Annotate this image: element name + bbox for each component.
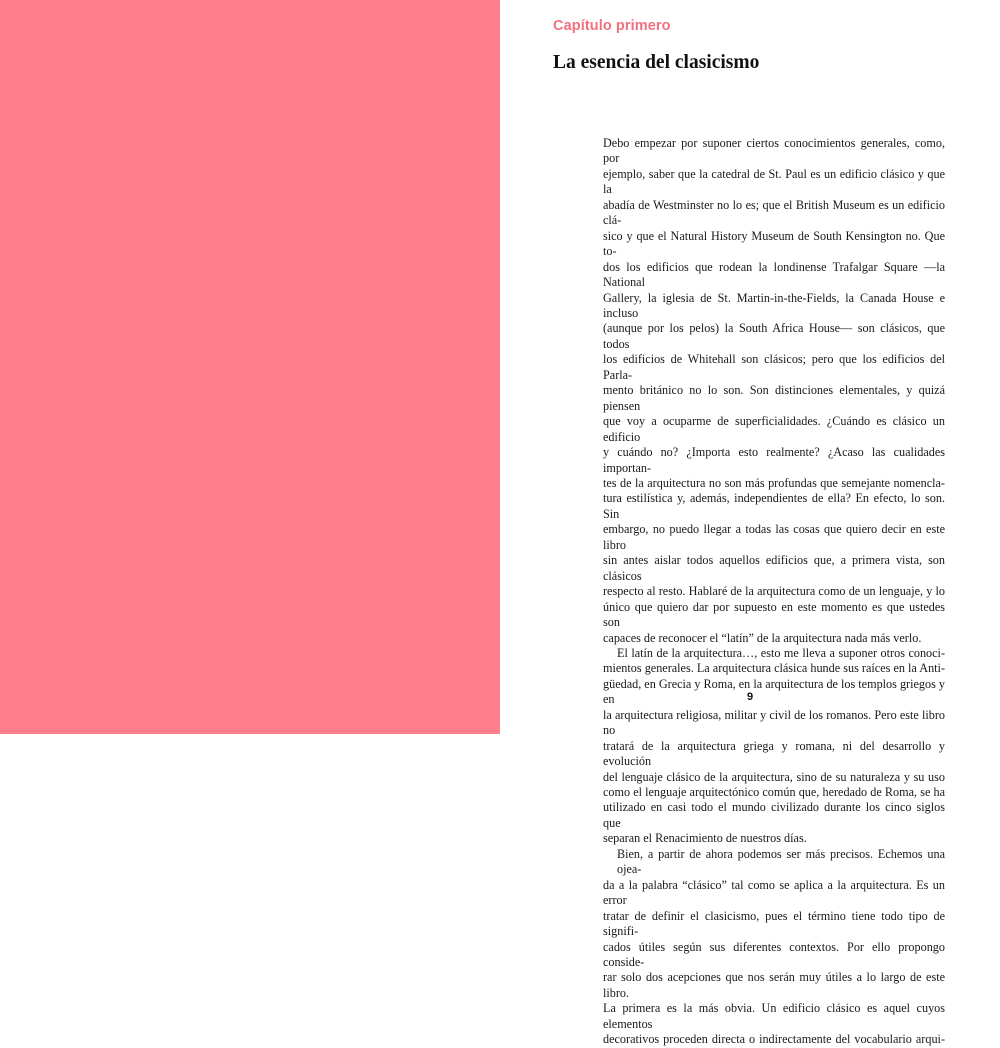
body-line: La primera es la más obvia. Un edificio clásico es aquel cuyos elementos [603,1001,945,1031]
body-line: y cuándo no? ¿Importa esto realmente? ¿Acaso las cualidades importan- [603,445,945,475]
body-line: da a la palabra “clásico” tal como se aplica a la arquitectura. Es un error [603,877,945,908]
page-number: 9 [746,691,754,703]
chapter-title: La esencia del clasicismo [553,52,760,73]
body-line: mento británico no lo son. Son distinciones elementales, y quizá piensen [603,383,945,413]
body-line: Bien, a partir de ahora podemos ser más precisos. Echemos una ojea- [617,846,945,877]
body-line: separan el Renacimiento de nuestros días. [603,831,807,846]
body-line: sin antes aislar todos aquellos edificios que, a primera vista, son clásicos [603,553,945,583]
body-line: respecto al resto. Hablaré de la arquitectura como de un lenguaje, y lo [603,584,945,599]
body-line: tratará de la arquitectura griega y romana, ni del desarrollo y evolución [603,738,945,769]
body-line: Gallery, la iglesia de St. Martin-in-the-Fields, la Canada House e incluso [603,290,945,320]
body-line: cados útiles según sus diferentes contextos. Por ello propongo conside- [603,939,945,970]
body-line: los edificios de Whitehall son clásicos; pero que los edificios del Parla- [603,352,945,382]
body-line: decorativos proceden directa o indirectamente del vocabulario arqui- [603,1032,945,1047]
body-line: ejemplo, saber que la catedral de St. Paul es un edificio clásico y que la [603,166,945,197]
body-line: que voy a ocuparme de superficialidades. ¿Cuándo es clásico un edificio [603,414,945,444]
body-line: único que quiero dar por supuesto en este momento es que ustedes son [603,599,945,630]
body-line: El latín de la arquitectura…, esto me lleva a suponer otros conoci- [617,645,945,660]
body-line: mientos generales. La arquitectura clásica hunde sus raíces en la Anti- [603,661,945,676]
body-line: capaces de reconocer el “latín” de la arquitectura nada más verlo. [603,630,922,645]
body-line: la arquitectura religiosa, militar y civil de los romanos. Pero este libro no [603,707,945,738]
body-line: Debo empezar por suponer ciertos conocimientos generales, como, por [603,136,945,166]
body-line: tura estilística y, además, independientes de ella? En efecto, lo son. Sin [603,491,945,521]
left-page-color-block [0,0,500,734]
body-line: dos los edificios que rodean la londinense Trafalgar Square —la National [603,259,945,290]
body-line: (aunque por los pelos) la South Africa House— son clásicos, que todos [603,321,945,351]
body-line: tes de la arquitectura no son más profundas que semejante nomencla- [603,475,945,490]
body-line: tratar de definir el clasicismo, pues el término tiene todo tipo de signifi- [603,908,945,939]
body-line: del lenguaje clásico de la arquitectura, sino de su naturaleza y su uso [603,769,945,784]
body-line: utilizado en casi todo el mundo civilizado durante los cinco siglos que [603,800,945,830]
body-line: abadía de Westminster no lo es; que el British Museum es un edificio clá- [603,197,945,228]
body-line: güedad, en Grecia y Roma, en la arquitectura de los templos griegos y en [603,676,945,707]
body-line: rar solo dos acepciones que nos serán muy útiles a lo largo de este libro. [603,970,945,1000]
body-line: sico y que el Natural History Museum de South Kensington no. Que to- [603,228,945,259]
chapter-label: Capítulo primero [553,18,671,34]
body-line: como el lenguaje arquitectónico común que, heredado de Roma, se ha [603,785,945,800]
body-text [603,136,945,1048]
body-line: embargo, no puedo llegar a todas las cosas que quiero decir en este libro [603,522,945,552]
right-page [500,0,1000,1047]
